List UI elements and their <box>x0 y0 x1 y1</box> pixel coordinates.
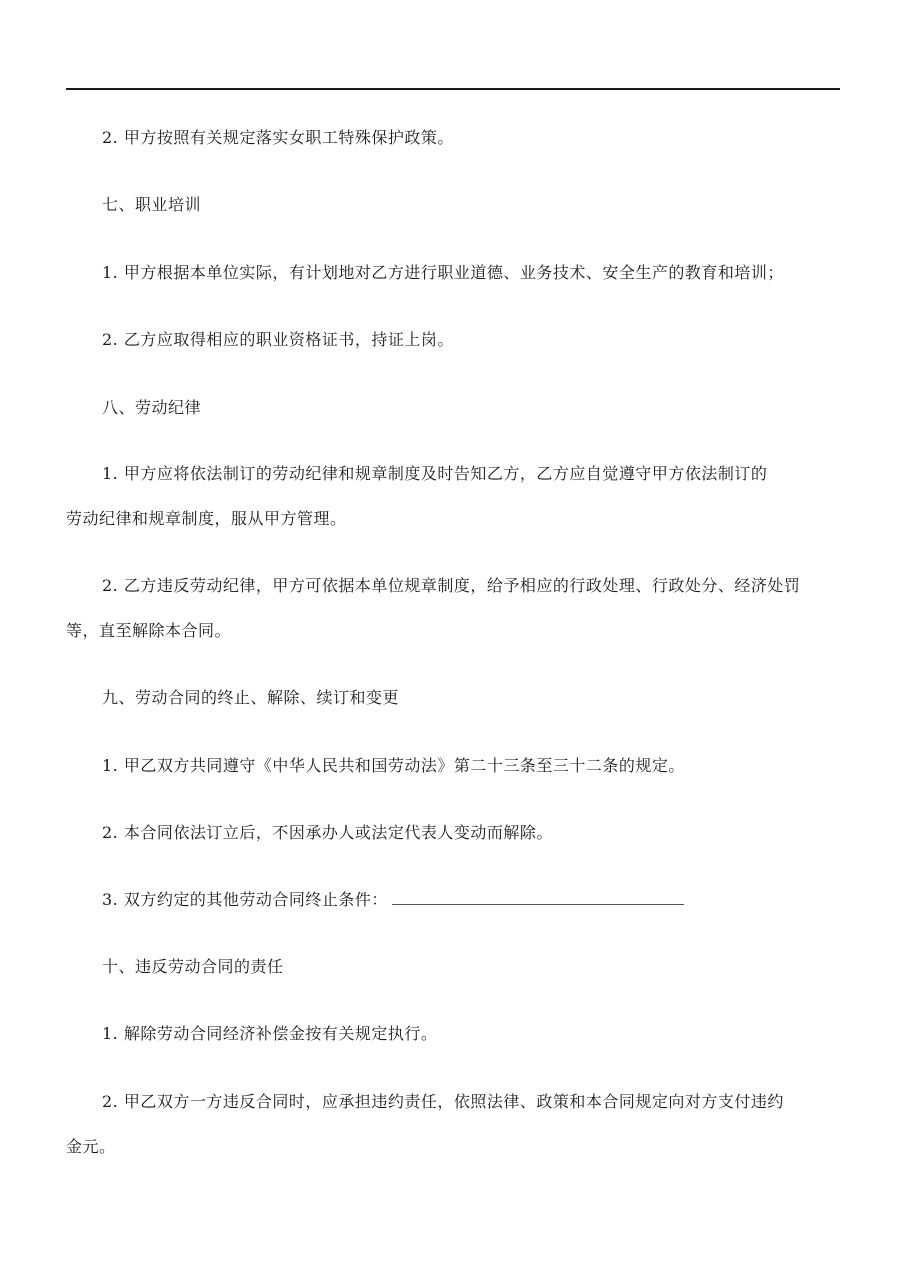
clause-text: 2. 本合同依法订立后，不因承办人或法定代表人变动而解除。 <box>102 823 553 842</box>
header-rule <box>66 88 840 90</box>
clause-text: 2. 甲乙双方一方违反合同时，应承担违约责任，依照法律、政策和本合同规定向对方支付违约 <box>102 1092 784 1111</box>
section-heading: 七、职业培训 <box>102 195 202 214</box>
section-heading: 九、劳动合同的终止、解除、续订和变更 <box>102 688 400 707</box>
clause-text-continued: 劳动纪律和规章制度，服从甲方管理。 <box>66 509 347 528</box>
section-heading: 八、劳动纪律 <box>102 398 202 417</box>
clause-text: 2. 乙方违反劳动纪律，甲方可依据本单位规章制度，给予相应的行政处理、行政处分、经济处罚 <box>102 576 801 595</box>
clause-text-continued: 等，直至解除本合同。 <box>66 621 232 640</box>
clause-text: 2. 甲方按照有关规定落实女职工特殊保护政策。 <box>102 128 454 147</box>
fill-in-blank <box>392 890 684 905</box>
clause-text: 1. 解除劳动合同经济补偿金按有关规定执行。 <box>102 1024 438 1043</box>
clause-text-continued: 金元。 <box>66 1137 116 1156</box>
clause-with-blank <box>102 890 684 910</box>
clause-text: 1. 甲乙双方共同遵守《中华人民共和国劳动法》第二十三条至三十二条的规定。 <box>102 756 685 775</box>
clause-text: 2. 乙方应取得相应的职业资格证书，持证上岗。 <box>102 330 454 349</box>
clause-text: 1. 甲方应将依法制订的劳动纪律和规章制度及时告知乙方，乙方应自觉遵守甲方依法制订的 <box>102 464 768 483</box>
clause-text: 1. 甲方根据本单位实际，有计划地对乙方进行职业道德、业务技术、安全生产的教育和培训； <box>102 263 784 282</box>
section-heading: 十、违反劳动合同的责任 <box>102 957 284 976</box>
clause-text: 3. 双方约定的其他劳动合同终止条件： <box>102 890 388 909</box>
